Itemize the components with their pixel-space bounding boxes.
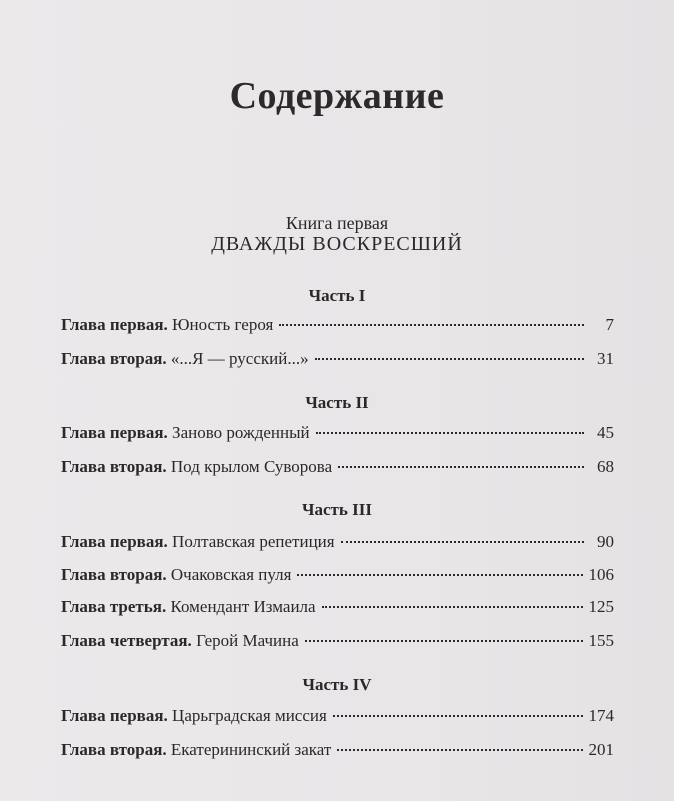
page-title: Содержание xyxy=(229,75,445,117)
chapter-title: Юность героя xyxy=(172,315,274,334)
toc-entry[interactable] xyxy=(61,706,614,730)
book-label: Книга первая xyxy=(285,213,389,233)
chapter-title: Екатерининский закат xyxy=(170,740,332,759)
chapter-number: Глава первая. xyxy=(61,532,168,551)
chapter-number: Глава вторая. xyxy=(61,740,167,759)
page-number: 201 xyxy=(588,740,614,759)
page-number: 45 xyxy=(597,423,614,442)
book-title: ДВАЖДЫ ВОСКРЕСШИЙ xyxy=(211,233,463,255)
dot-leader xyxy=(305,640,583,642)
toc-entry[interactable] xyxy=(61,565,614,589)
chapter-number: Глава первая. xyxy=(61,315,168,334)
toc-entry[interactable] xyxy=(61,631,614,655)
chapter-title: Полтавская репетиция xyxy=(172,532,335,551)
page-number: 90 xyxy=(597,532,614,551)
dot-leader xyxy=(322,606,583,608)
toc-entry[interactable] xyxy=(61,349,614,373)
page-number: 155 xyxy=(588,631,614,650)
toc-entry[interactable] xyxy=(61,532,614,556)
toc-entry[interactable] xyxy=(61,315,614,339)
toc-entry[interactable] xyxy=(61,457,614,481)
chapter-number: Глава первая. xyxy=(61,706,168,725)
part-heading: Часть III xyxy=(302,500,372,519)
page-number: 125 xyxy=(588,597,614,616)
page-number: 68 xyxy=(597,457,614,476)
chapter-number: Глава первая. xyxy=(61,423,168,442)
chapter-title: Царьградская миссия xyxy=(172,706,327,725)
part-heading: Часть I xyxy=(308,286,366,305)
chapter-number: Глава третья. xyxy=(61,597,167,616)
chapter-number: Глава четвертая. xyxy=(61,631,192,650)
chapter-number: Глава вторая. xyxy=(61,349,167,368)
dot-leader xyxy=(333,715,583,717)
dot-leader xyxy=(338,466,584,468)
dot-leader xyxy=(341,541,584,543)
dot-leader xyxy=(279,324,584,326)
chapter-title: Заново рожденный xyxy=(172,423,310,442)
dot-leader xyxy=(337,749,582,751)
dot-leader xyxy=(316,432,584,434)
chapter-title: Герой Мачина xyxy=(196,631,299,650)
dot-leader xyxy=(297,574,582,576)
part-heading: Часть II xyxy=(305,393,369,412)
page-number: 7 xyxy=(605,315,614,334)
dot-leader xyxy=(315,358,584,360)
page-number: 174 xyxy=(588,706,614,725)
toc-entry[interactable] xyxy=(61,740,614,764)
chapter-title: «...Я — русский...» xyxy=(170,349,309,368)
part-heading: Часть IV xyxy=(302,675,372,694)
chapter-title: Под крылом Суворова xyxy=(170,457,333,476)
toc-entry[interactable] xyxy=(61,423,614,447)
chapter-number: Глава вторая. xyxy=(61,565,167,584)
chapter-title: Очаковская пуля xyxy=(170,565,292,584)
chapter-title: Комендант Измаила xyxy=(170,597,316,616)
page-number: 31 xyxy=(597,349,614,368)
chapter-number: Глава вторая. xyxy=(61,457,167,476)
page-number: 106 xyxy=(588,565,614,584)
toc-entry[interactable] xyxy=(61,597,614,621)
